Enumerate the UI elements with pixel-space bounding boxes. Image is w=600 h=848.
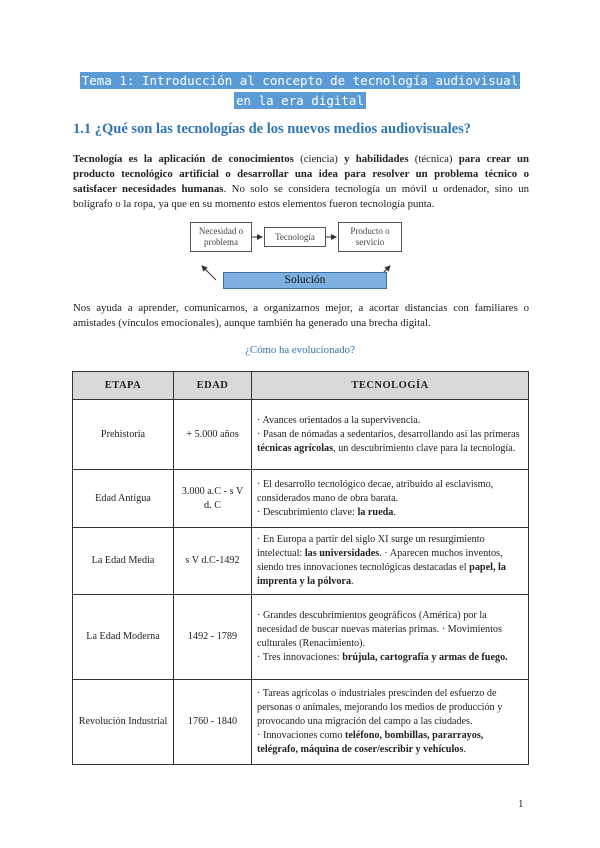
text-run: · Descubrimiento clave:	[257, 506, 358, 518]
evolution-subheading: ¿Cómo ha evolucionado?	[245, 344, 355, 356]
text-run: .	[351, 576, 354, 587]
tech-line	[257, 609, 523, 651]
text-run: . · Aparecen muchos inventos, siendo tres innovaciones tecnológicas destacadas el	[257, 548, 503, 573]
text-run: · Grandes descubrimientos geográficos (América) por la necesidad de buscar nuevas materias primas. · Movimientos culturales (Renacimiento).	[257, 610, 502, 649]
text-run: .	[393, 506, 396, 518]
cell-etapa: Edad Antigua	[73, 470, 174, 528]
cell-etapa: La Edad Media	[73, 528, 174, 595]
page-number: 1	[518, 798, 524, 810]
text-run: , un descubrimiento clave para la tecnología.	[333, 442, 516, 454]
cell-edad: 3.000 a.C - s V d. C	[174, 470, 252, 528]
table-row	[73, 595, 529, 680]
benefits-paragraph: Nos ayuda a aprender, comunicarnos, a organizarnos mejor, a acortar distancias con familiares o amistades (vínculos emocionales), aunque también ha generado una brecha digital.	[73, 302, 529, 329]
cell-edad: 1760 - 1840	[174, 680, 252, 765]
table-row	[73, 528, 529, 595]
diagram-box-product: Producto o servicio	[338, 222, 402, 252]
header-etapa: ETAPA	[73, 372, 174, 400]
text-run: · En Europa a partir del siglo XI surge un resurgimiento intelectual:	[257, 534, 485, 559]
cell-etapa: Prehistoria	[73, 400, 174, 470]
cell-etapa: Revolución Industrial	[73, 680, 174, 765]
bold-text: las universidades	[304, 548, 380, 559]
text-run: . No solo se considera tecnología un móvil u ordenador, sino un bolígrafo o la ropa, ya que en su momento estos elementos fueron tecnología punta.	[73, 183, 529, 210]
diagram-solution-box: Solución	[223, 272, 387, 289]
title-line-1: Tema 1: Introducción al concepto de tecnología audiovisual	[81, 73, 519, 88]
bold-text: para crear un producto tecnológico artificial o desarrollar una idea para resolver un problema técnico o satisfacer necesidades humanas	[73, 153, 529, 195]
cell-etapa: La Edad Moderna	[73, 595, 174, 680]
tech-line	[257, 687, 523, 729]
tech-line	[257, 414, 523, 428]
title-line-2: en la era digital	[236, 93, 364, 108]
cell-tecnologia	[252, 400, 529, 470]
text-run: .	[463, 744, 466, 755]
document-title	[0, 71, 600, 111]
text-run: (ciencia)	[293, 153, 345, 165]
text-run: · Tres innovaciones:	[257, 652, 343, 663]
cell-edad: 1492 - 1789	[174, 595, 252, 680]
cell-tecnologia	[252, 528, 529, 595]
bold-text: y habilidades	[344, 153, 409, 165]
tech-line	[257, 651, 523, 665]
bold-text: Tecnología es la aplicación de conocimientos	[73, 153, 294, 165]
bold-text: brújula, cartografía y armas de fuego.	[342, 652, 508, 663]
header-tecnologia: TECNOLOGÍA	[252, 372, 529, 400]
text-run: · Pasan de nómadas a sedentarios, desarrollando así las primeras	[257, 428, 520, 440]
bold-text: teléfono, bombillas, pararrayos, telégrafo, máquina de coser/escribir y vehículos	[257, 730, 484, 755]
tech-line	[257, 506, 523, 520]
bold-text: técnicas agrícolas	[257, 442, 334, 454]
intro-paragraph	[73, 152, 529, 212]
text-run: · Avances orientados a la supervivencia.	[257, 414, 421, 426]
cell-tecnologia	[252, 470, 529, 528]
table-row	[73, 400, 529, 470]
tech-line	[257, 729, 523, 757]
bold-text: papel, la imprenta y la pólvora	[257, 562, 506, 587]
table-row	[73, 680, 529, 765]
tech-line	[257, 478, 523, 506]
text-run: · Tareas agrícolas o industriales prescinden del esfuerzo de personas o animales, mejorando los medios de producción y provocando una migración del campo a las ciudades.	[257, 688, 503, 727]
cell-tecnologia	[252, 680, 529, 765]
bold-text: la rueda	[357, 506, 394, 518]
diagram-box-need: Necesidad o problema	[190, 222, 252, 252]
table-header-row	[73, 372, 529, 400]
cell-tecnologia	[252, 595, 529, 680]
table-row	[73, 470, 529, 528]
text-run: · Innovaciones como	[257, 730, 345, 741]
cell-edad: s V d.C-1492	[174, 528, 252, 595]
diagram-box-technology: Tecnología	[264, 227, 326, 247]
text-run: · El desarrollo tecnológico decae, atribuido al esclavismo, considerados mano de obra barata.	[257, 478, 494, 504]
tech-line	[257, 428, 523, 456]
cell-edad: + 5.000 años	[174, 400, 252, 470]
tech-line	[257, 533, 523, 589]
technology-diagram	[190, 220, 430, 292]
evolution-table	[72, 371, 529, 765]
header-edad: EDAD	[174, 372, 252, 400]
text-run: (técnica)	[408, 153, 459, 165]
section-heading: 1.1 ¿Qué son las tecnologías de los nuevos medios audiovisuales?	[73, 121, 471, 137]
arrow-left-icon	[202, 266, 216, 280]
